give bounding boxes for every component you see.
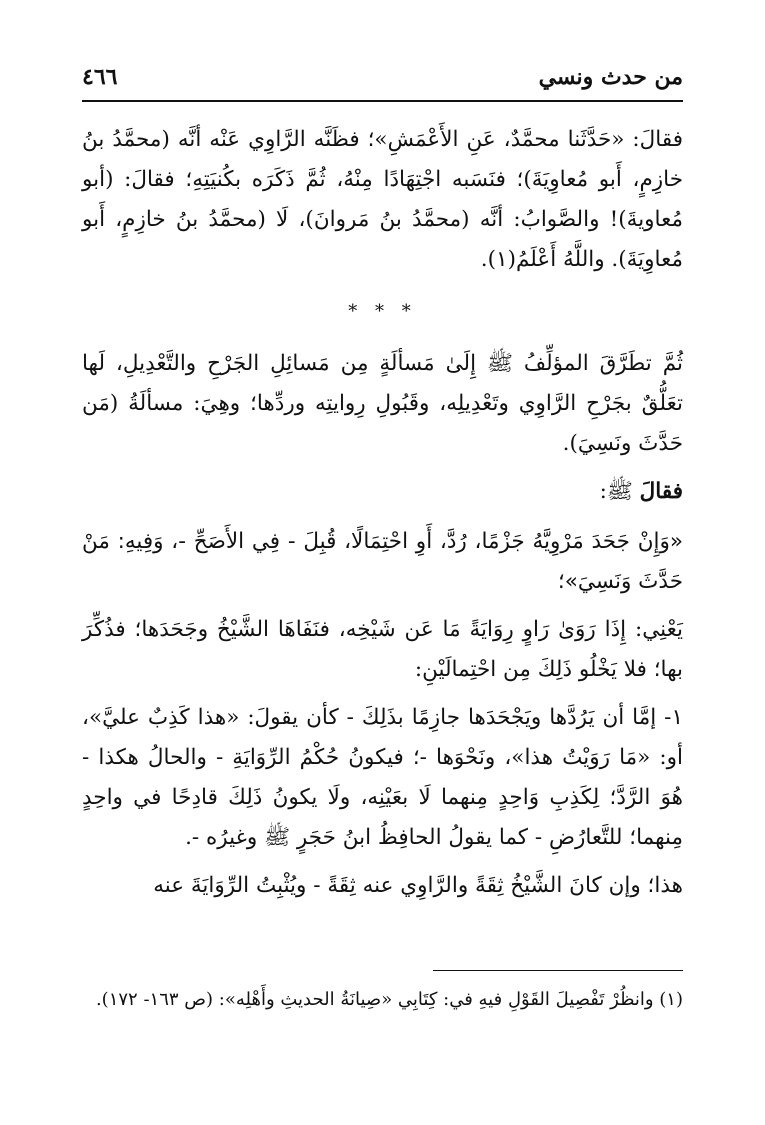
paragraph-3 — [82, 472, 683, 512]
page-number: ٤٦٦ — [82, 64, 118, 90]
speaker-label: فقالَ — [639, 479, 683, 504]
paragraph-1: فقالَ: «حَدَّثَنا محمَّدٌ، عَنِ الأَعْمَشِ»؛ فظَنَّه الرَّاوِي عَنْه أنَّه (محمَّدُ بنُ خازِمٍ، أَبو مُعاوِيَةَ)؛ فنَسَبه اجْتِهَادًا مِنْهُ، ثُمَّ ذَكَرَه بكُنيَتِهِ؛ فقالَ: (أبو مُعاويةَ)! والصَّوابُ: أنَّه (محمَّدُ بنُ مَروانَ)، لَا (محمَّدُ بنُ خازِمٍ، أَبو مُعاوِيَةَ). واللَّهُ أَعْلَمُ(١). — [82, 127, 683, 272]
speaker-honorific: ﷺ: — [599, 479, 640, 504]
header-rule — [82, 100, 683, 102]
paragraph-5: يَعْنِي: إِذَا رَوَىٰ رَاوٍ رِوَايَةً مَا عَن شَيْخِه، فنَفَاهَا الشَّيْخُ وجَحَدَها؛ فذُكِّرَ بها؛ فلا يَخْلُو ذَلِكَ مِن احْتِمالَيْنِ: — [82, 617, 683, 682]
footnote-rule — [433, 970, 683, 971]
running-title: من حدث ونسي — [538, 64, 683, 90]
section-divider: * * * — [348, 301, 417, 322]
main-text — [82, 120, 683, 914]
page-header — [82, 60, 683, 94]
footnote: (١) وانظُرْ تَفْصِيلَ القَوْلِ فيهِ في: كِتَابِي «صِيانَةُ الحديثِ وأَهْلِه»: (ص ١٦٣- ١٧٢). — [95, 989, 683, 1010]
paragraph-2: ثُمَّ تطَرَّقَ المؤلِّفُ ﷺ إِلَىٰ مَسألَةٍ مِن مَسائِلِ الجَرْحِ والتَّعْدِيلِ، لَها تعَلُّقٌ بجَرْحِ الرَّاوِي وتَعْدِيلِه، وقَبُولِ رِوايتِه وردِّها؛ وهِيَ: مسألَةُ (مَن حَدَّثَ ونَسِيَ). — [82, 351, 683, 456]
paragraph-7: هذا؛ وإن كانَ الشَّيْخُ ثِقَةً والرَّاوِي عنه ثِقَةً - ويُثْبِتُ الرِّوَايَةَ عنه — [153, 873, 683, 898]
paragraph-6: ١- إمَّا أن يَرُدَّها ويَجْحَدَها جازِمًا بذَلِكَ - كأن يقولَ: «هذا كَذِبٌ عليَّ»، أو: «مَا رَوَيْتُ هذا»، ونَحْوَها -؛ فيكونُ حُكْمُ الرِّوَايَةِ - والحالُ هكذا - هُوَ الرَّدَّ؛ لِكَذِبِ وَاحِدٍ مِنهما لَا بعَيْنِه، ولَا يكونُ ذَلِكَ قادِحًا في واحِدٍ مِنهما؛ للتَّعارُضِ - كما يقولُ الحافِظُ ابنُ حَجَرٍ ﷺ وغيرُه -. — [82, 705, 683, 850]
matn-quote: «وَإِنْ جَحَدَ مَرْوِيَّهُ جَزْمًا، رُدَّ، أَوِ احْتِمَالًا، قُبِلَ - فِي الأَصَحِّ -، وَفِيهِ: مَنْ حَدَّثَ وَنَسِيَ»؛ — [82, 529, 683, 594]
